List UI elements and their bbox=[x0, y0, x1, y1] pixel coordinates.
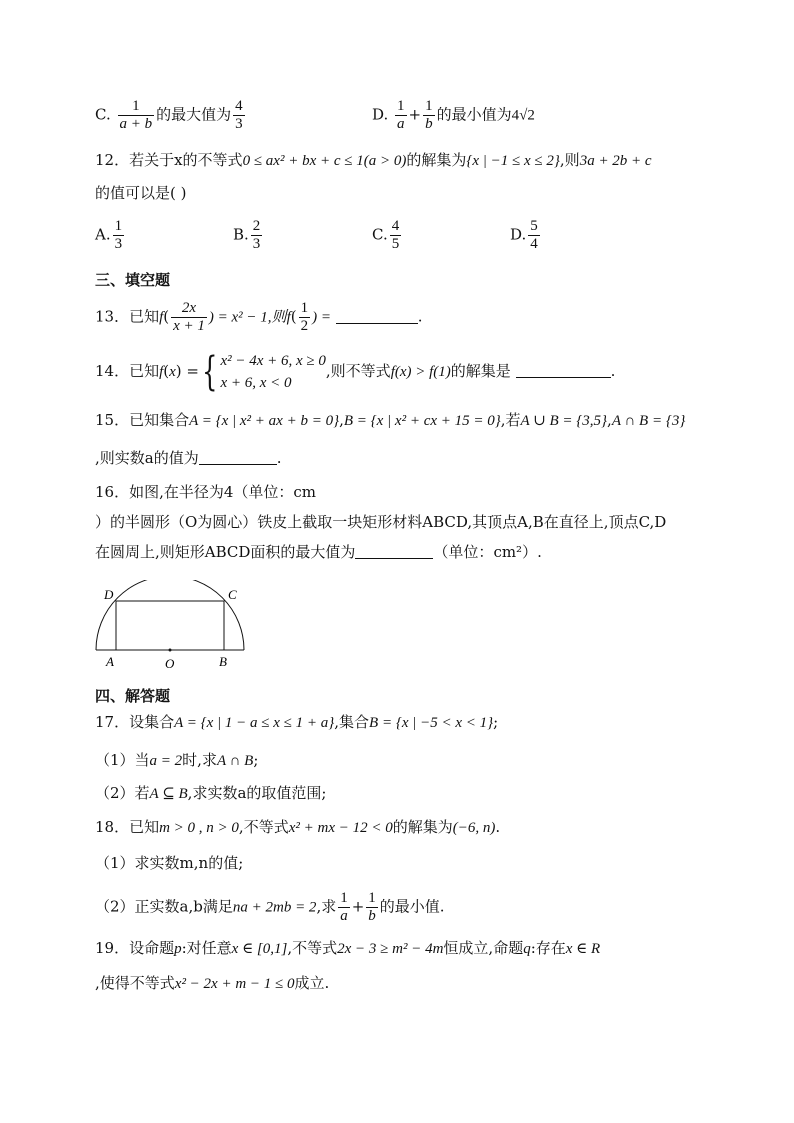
semicircle-arc bbox=[96, 580, 244, 650]
fraction bbox=[251, 218, 263, 253]
q15-union: A ∪ B = {3,5} bbox=[520, 413, 608, 429]
fraction bbox=[395, 98, 407, 133]
fraction-denominator: 5 bbox=[391, 236, 400, 252]
q19-text: ,使得不等式 bbox=[95, 974, 175, 992]
fraction bbox=[113, 218, 125, 253]
semicircle-rectangle-figure bbox=[92, 580, 252, 672]
q16-unit: cm² bbox=[493, 543, 523, 561]
q12-text: ,则 bbox=[559, 151, 580, 169]
q19-proposition-p: p bbox=[174, 941, 182, 957]
fraction bbox=[233, 98, 245, 133]
q14-inequality: f(x) > f(1) bbox=[390, 364, 451, 380]
q18-text: 的解集为 bbox=[392, 818, 453, 836]
q17-text: ,集合 bbox=[334, 713, 370, 731]
answer-blank[interactable] bbox=[516, 363, 611, 378]
option-label: D. bbox=[510, 225, 527, 244]
fraction-numerator: 1 bbox=[397, 98, 405, 114]
fraction bbox=[171, 300, 207, 335]
q18-text: 的最小值. bbox=[379, 897, 445, 916]
q12-option-b bbox=[233, 218, 264, 253]
piecewise-cases bbox=[220, 350, 325, 394]
q12-inequality: 0 ≤ ax² + bx + c ≤ 1(a > 0) bbox=[242, 153, 407, 169]
option-label: B. bbox=[233, 225, 249, 244]
q18-interval: (−6, n) bbox=[452, 820, 496, 836]
q11-option-d: D. $\frac{1}{a}$ + $\frac{1}{b}$ 的最小值为4√2 bbox=[372, 98, 535, 132]
answer-blank[interactable] bbox=[199, 450, 277, 465]
q19-text: :对任意 bbox=[181, 939, 232, 957]
q18-condition: na + 2mb = 2 bbox=[232, 899, 317, 916]
fraction-numerator: 1 bbox=[114, 218, 123, 234]
answer-blank[interactable] bbox=[355, 544, 433, 559]
q17-condition: a = 2 bbox=[149, 753, 183, 769]
q19-line2 bbox=[95, 973, 329, 994]
q15-text: ,若 bbox=[500, 411, 521, 429]
q17-set-a: A = {x | 1 − a ≤ x ≤ 1 + a} bbox=[174, 715, 335, 731]
q12-option-a bbox=[95, 218, 126, 253]
fraction-denominator: 3 bbox=[114, 236, 123, 252]
option-label: D. bbox=[372, 105, 389, 124]
q13-prefix: 13．已知 bbox=[95, 307, 160, 326]
q18-part1: （1）求实数m,n的值; bbox=[95, 854, 244, 872]
q13-equation: ) = x² − 1,则 bbox=[208, 309, 287, 326]
q19-prefix: 19．设命题 bbox=[95, 939, 175, 957]
fraction-denominator: a bbox=[340, 908, 348, 924]
q15-prefix: 15．已知集合 bbox=[95, 411, 190, 429]
q12-line2: 的值可以是( ) bbox=[95, 184, 187, 202]
fraction bbox=[338, 890, 350, 925]
q18-inequality: x² + mx − 12 < 0 bbox=[288, 820, 393, 836]
q12-set: {x | −1 ≤ x ≤ 2} bbox=[466, 153, 560, 169]
fraction bbox=[390, 218, 402, 253]
q17-text: 时,求 bbox=[182, 751, 217, 769]
q19-domain: x ∈ R bbox=[565, 941, 601, 957]
option-text: 的最大值为 bbox=[156, 105, 232, 124]
q18-part2: （2）正实数a,b满足na + 2mb = 2,求 $\frac{1}{a}$ + $\frac{1}{b}$ 的最小值. bbox=[95, 890, 445, 924]
q15-set-b: B = {x | x² + cx + 15 = 0} bbox=[343, 413, 501, 429]
q12-text: 12．若关于x的不等式 bbox=[95, 151, 243, 169]
q19-inequality: 2x − 3 ≥ m² − 4m bbox=[337, 941, 444, 957]
q17-text: ; bbox=[253, 751, 259, 769]
fraction-denominator: 3 bbox=[252, 236, 261, 252]
option-label: C. bbox=[95, 105, 111, 124]
fraction-numerator: 4 bbox=[391, 218, 400, 234]
q16-text: （单位： bbox=[433, 543, 494, 561]
fraction-numerator: 1 bbox=[340, 890, 348, 906]
q15-text: ,则实数a的值为 bbox=[95, 449, 199, 467]
q18-text: . bbox=[495, 818, 501, 836]
center-point bbox=[169, 649, 172, 652]
q17-text: ; bbox=[493, 713, 499, 731]
q17-line1 bbox=[95, 712, 498, 733]
option-text: 的最小值为 bbox=[436, 105, 512, 124]
q18-prefix: 18．已知 bbox=[95, 818, 160, 836]
fraction-numerator: 2x bbox=[171, 300, 207, 318]
fraction-denominator: 3 bbox=[235, 116, 243, 132]
q13-suffix: ) = bbox=[312, 309, 331, 326]
q17-text: ,求实数a的取值范围; bbox=[187, 784, 327, 802]
q16-text: 16．如图,在半径为4（单位： bbox=[95, 483, 294, 501]
fraction-numerator: 1 bbox=[368, 890, 376, 906]
fraction bbox=[118, 98, 155, 133]
q14-text: ,则不等式 bbox=[325, 362, 391, 380]
q16-unit: cm bbox=[293, 483, 317, 501]
q19-text: :存在 bbox=[530, 939, 566, 957]
q19-text: 恒成立,命题 bbox=[443, 939, 524, 957]
q16-line1 bbox=[95, 482, 316, 502]
fraction-denominator: a bbox=[397, 116, 405, 132]
q15-set-a: A = {x | x² + ax + b = 0} bbox=[189, 413, 340, 429]
q18-condition: m > 0 , n > 0 bbox=[159, 820, 239, 836]
q16-line3 bbox=[95, 542, 542, 562]
fraction-numerator: 2 bbox=[252, 218, 261, 234]
fraction-denominator: 4 bbox=[530, 236, 538, 252]
fraction bbox=[299, 300, 311, 335]
q17-expression: A ∩ B bbox=[216, 753, 254, 769]
q18-line1 bbox=[95, 817, 500, 838]
q12-text: 的解集为 bbox=[406, 151, 467, 169]
q17-part2 bbox=[95, 783, 326, 804]
q16-text: 在圆周上,则矩形ABCD面积的最大值为 bbox=[95, 543, 356, 561]
q17-prefix: 17．设集合 bbox=[95, 713, 175, 731]
fraction-denominator: b bbox=[368, 908, 376, 924]
q11-option-c bbox=[95, 98, 247, 133]
q12-line1 bbox=[95, 150, 652, 171]
q12-option-c bbox=[372, 218, 403, 253]
label-a: A bbox=[106, 654, 114, 669]
fraction bbox=[423, 98, 435, 133]
q19-inequality: x² − 2x + m − 1 ≤ 0 bbox=[174, 976, 295, 992]
fraction-numerator: 1 bbox=[300, 300, 309, 316]
q12-option-d bbox=[510, 218, 542, 253]
q19-text: 成立. bbox=[294, 974, 330, 992]
case-1: x² − 4x + 6, x ≥ 0 bbox=[220, 353, 326, 369]
q19-proposition-q: q bbox=[523, 941, 531, 957]
q19-line1 bbox=[95, 938, 600, 959]
option-value: 4√2 bbox=[511, 107, 535, 124]
label-d: D bbox=[104, 587, 114, 602]
q19-domain: x ∈ [0,1] bbox=[231, 941, 288, 957]
q18-text: ,不等式 bbox=[238, 818, 289, 836]
q17-text: （2）若 bbox=[95, 784, 150, 802]
label-o: O bbox=[165, 656, 175, 671]
q19-text: ,不等式 bbox=[287, 939, 338, 957]
fraction-denominator: a + b bbox=[119, 116, 153, 132]
answer-blank[interactable] bbox=[336, 309, 418, 324]
q13-line: 13．已知f( $\frac{2x}{x + 1}$ ) = x² − 1,则f( $\frac{1}{2}$ ) = . bbox=[95, 300, 423, 334]
q17-text: （1）当 bbox=[95, 751, 150, 769]
case-2: x + 6, x < 0 bbox=[220, 375, 292, 391]
fraction-numerator: 1 bbox=[425, 98, 433, 114]
piecewise-brace: { bbox=[202, 349, 218, 395]
q17-condition: A ⊆ B bbox=[149, 786, 188, 802]
fraction-denominator: 2 bbox=[300, 318, 309, 334]
fraction-numerator: 4 bbox=[235, 98, 243, 114]
q12-expression: 3a + 2b + c bbox=[579, 153, 652, 169]
q18-text: （2）正实数a,b满足 bbox=[95, 897, 233, 916]
fraction bbox=[366, 890, 378, 925]
q16-text: ）. bbox=[522, 543, 542, 561]
fraction-numerator: 5 bbox=[530, 218, 538, 234]
q15-line1: 15．已知集合A = {x | x² + ax + b = 0},B = {x | x² + cx + 15 = 0},若A ∪ B = {3,5},A ∩ B = {3} bbox=[95, 411, 686, 429]
q18-text: ,求 bbox=[316, 897, 337, 916]
q16-line2: ）的半圆形（O为圆心）铁皮上截取一块矩形材料ABCD,其顶点A,B在直径上,顶点C,D bbox=[95, 513, 667, 531]
q14-prefix: 14．已知 bbox=[95, 362, 160, 380]
q14-text: 的解集是 bbox=[450, 362, 511, 380]
section-heading-fill-in: 三、填空题 bbox=[95, 271, 171, 289]
fraction-denominator: x + 1 bbox=[173, 318, 205, 334]
q17-part1 bbox=[95, 750, 258, 771]
q17-set-b: B = {x | −5 < x < 1} bbox=[369, 715, 494, 731]
section-heading-answer: 四、解答题 bbox=[95, 687, 171, 705]
option-label: A. bbox=[95, 225, 111, 244]
fraction-denominator: b bbox=[425, 116, 433, 132]
q14-line: 14．已知f(x) ={ x² − 4x + 6, x ≥ 0 x + 6, x < 0 ,则不等式f(x) > f(1)的解集是 . bbox=[95, 349, 616, 395]
option-label: C. bbox=[372, 225, 388, 244]
label-b: B bbox=[219, 654, 227, 669]
rectangle-abcd bbox=[116, 601, 224, 650]
fraction-numerator: 1 bbox=[118, 98, 155, 116]
fraction bbox=[528, 218, 540, 253]
q15-intersection: A ∩ B = {3} bbox=[611, 413, 686, 429]
label-c: C bbox=[228, 587, 237, 602]
q15-line2: ,则实数a的值为 . bbox=[95, 449, 282, 467]
